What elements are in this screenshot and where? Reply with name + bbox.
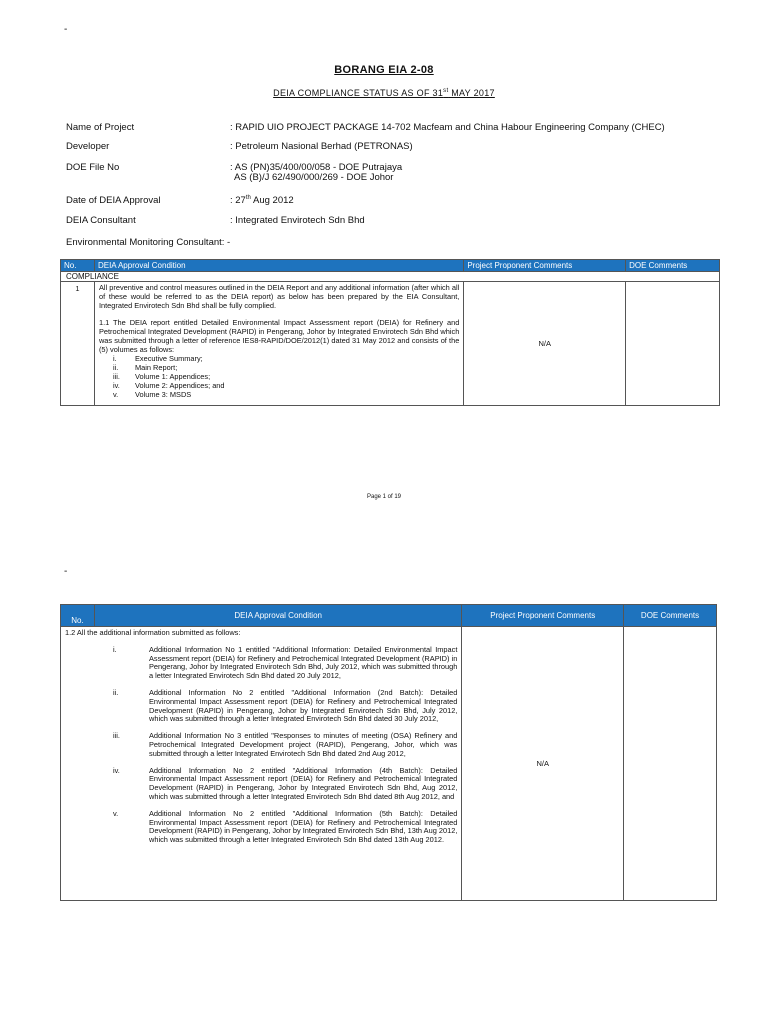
- project-name-label: Name of Project: [66, 122, 135, 133]
- proponent-comment: N/A: [464, 282, 626, 406]
- header-doe-comments: DOE Comments: [624, 605, 717, 627]
- doe-comment: [624, 627, 717, 901]
- condition-cell: [61, 627, 462, 901]
- list-item: iv. Additional Information No 2 entitled "Additional Information (4th Batch): Detailed Environmental Impact Assessment report (DEIA) for Refinery and Petrochemical Integrated Development (RAPID) in Pengerang, Johor by Integrated Envirotech Sdn Bhd, Aug 2012, which was submitted through a letter Integrated Envirotech Sdn Bhd dated 8th Aug 2012, and: [113, 765, 458, 801]
- list-item: iii. Volume 1: Appendices;: [112, 372, 211, 381]
- list-item: i. Executive Summary;: [112, 354, 203, 363]
- approval-date-value: : 27th Aug 2012: [230, 195, 294, 207]
- list-item: ii. Main Report;: [112, 363, 178, 372]
- doe-file-label: DOE File No: [66, 162, 120, 173]
- list-item: iv. Volume 2: Appendices; and: [112, 381, 225, 390]
- doe-file-value-2: AS (B)/J 62/490/000/269 - DOE Johor: [234, 172, 394, 183]
- section-label: COMPLIANCE: [61, 272, 720, 282]
- header-proponent-comments: Project Proponent Comments: [462, 605, 624, 627]
- compliance-table-2: [60, 604, 717, 901]
- approval-date-label: Date of DEIA Approval: [66, 195, 161, 206]
- proponent-comment: N/A: [462, 627, 624, 901]
- table-header-row: [61, 605, 717, 627]
- page-mark: -: [64, 566, 68, 577]
- header-doe-comments: DOE Comments: [626, 260, 720, 272]
- env-monitoring-consultant: Environmental Monitoring Consultant: -: [66, 237, 231, 248]
- compliance-table-1: [60, 259, 720, 406]
- list-item: v. Volume 3: MSDS: [112, 390, 192, 399]
- condition-intro: 1.2 All the additional information submitted as follows:: [65, 628, 241, 637]
- table-row: [61, 627, 717, 901]
- table-header-row: [61, 260, 720, 272]
- header-no: No.: [61, 260, 95, 272]
- list-item: i. Additional Information No 1 entitled "Additional Information: Detailed Environmental Impact Assessment report (DEIA) for Refinery and Petrochemical Integrated Development (RAPID) in Pengerang, Johor by Integrated Envirotech Sdn Bhd, July 2012, which was submitted through a letter Integrated Envirotech Sdn Bhd dated 20 July 2012,: [113, 644, 458, 681]
- developer-value: : Petroleum Nasional Berhad (PETRONAS): [230, 141, 413, 152]
- condition-paragraph: All preventive and control measures outlined in the DEIA Report and any additional information (after which all of these would be referred to as the DEIA report) as below has been prepared by the EIA Consultant, Integrated Envirotech Sdn Bhd shall be fully complied.: [98, 283, 460, 310]
- header-condition: DEIA Approval Condition: [94, 260, 463, 272]
- project-name-value: : RAPID UIO PROJECT PACKAGE 14-702 Macfeam and China Habour Engineering Company (CHEC): [230, 122, 665, 133]
- form-title: BORANG EIA 2-08: [334, 64, 434, 76]
- form-subtitle: DEIA COMPLIANCE STATUS AS OF 31st MAY 2017: [273, 88, 495, 98]
- doe-comment: [626, 282, 720, 406]
- section-row: [61, 272, 720, 282]
- developer-label: Developer: [66, 141, 110, 152]
- header-no: No.: [61, 605, 95, 627]
- list-item: iii. Additional Information No 3 entitled "Responses to minutes of meeting (OSA) Refinery and Petrochemical Integrated Development project (RAPID), Pengerang, Johor, which was submitted through a letter Integrated Envirotech Sdn Bhd dated 2nd Aug 2012,: [113, 731, 458, 758]
- condition-cell: [94, 282, 463, 406]
- row-number: 1: [61, 282, 95, 406]
- table-row: [61, 282, 720, 406]
- consultant-value: : Integrated Envirotech Sdn Bhd: [230, 215, 365, 226]
- header-proponent-comments: Project Proponent Comments: [464, 260, 626, 272]
- page-mark: -: [64, 24, 68, 35]
- list-item: ii. Additional Information No 2 entitled "Additional Information (2nd Batch): Detailed Environmental Impact Assessment report (DEIA) for Refinery and Petrochemical Integrated Development (RAPID) in Pengerang, Johor by Integrated Envirotech Sdn Bhd, July 2012, which was submitted through a letter Integrated Envirotech Sdn Bhd dated 30 July 2012,: [113, 687, 458, 724]
- page-number: Page 1 of 19: [366, 494, 402, 500]
- doe-file-value-1: : AS (PN)35/400/00/058 - DOE Putrajaya: [230, 162, 403, 173]
- condition-subclause: 1.1 The DEIA report entitled Detailed Environmental Impact Assessment report (DEIA) for Refinery and Petrochemical Integrated Development (RAPID) in Pengerang, Johor by Integrated Envirotech Sdn Bhd which was submitted through a letter of reference IES8-RAPID/DOE/2012(1) dated 31 May 2012 and consists of the (5) volumes as follows:: [98, 318, 460, 354]
- consultant-label: DEIA Consultant: [66, 215, 136, 226]
- list-item: v. Additional Information No 2 entitled "Additional Information (5th Batch): Detailed Environmental Impact Assessment report (DEIA) for Refinery and Petrochemical Integrated Development (RAPID) in Pengerang, Johor by Integrated Envirotech Sdn Bhd, 13th Aug 2012, which was submitted through a letter Integrated Envirotech Sdn Bhd dated 13th Aug 2012.: [113, 808, 458, 845]
- header-condition: DEIA Approval Condition: [94, 605, 461, 627]
